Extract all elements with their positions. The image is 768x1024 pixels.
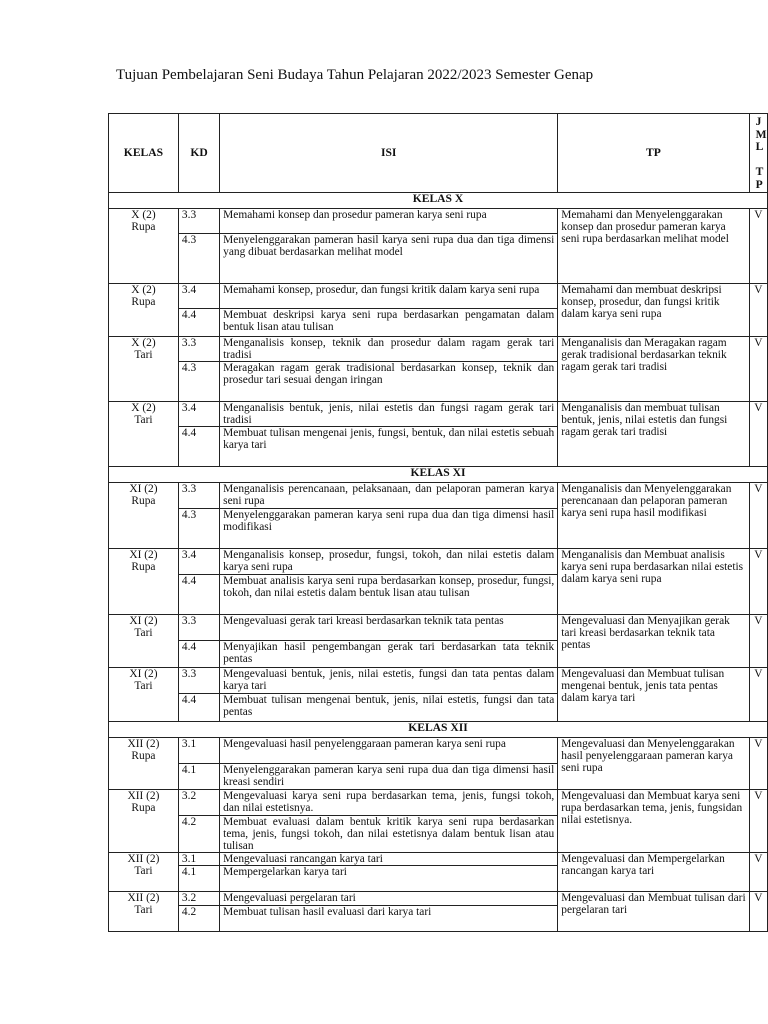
section-label: KELAS XII [109, 722, 768, 738]
kelas-line: Tari [134, 414, 153, 426]
jml-tp-check: V [749, 549, 767, 615]
kelas-line: Tari [134, 627, 153, 639]
table-body [109, 193, 768, 932]
document-title: Tujuan Pembelajaran Seni Budaya Tahun Pelajaran 2022/2023 Semester Genap [116, 67, 594, 83]
kelas-line: X (2) [131, 209, 156, 221]
jml-tp-check: V [749, 668, 767, 722]
isi-cell: Meragakan ragam gerak tradisional berdasarkan konsep, teknik dan prosedur tari sesuai dengan iringan [220, 362, 558, 402]
kelas-cell [109, 483, 179, 549]
jml-tp-check: V [749, 615, 767, 668]
jml-tp-check: V [749, 790, 767, 853]
kd-cell: 3.4 [178, 549, 219, 575]
kd-cell: 3.1 [178, 738, 219, 764]
isi-cell: Menyajikan hasil pengembangan gerak tari berdasarkan tata teknik pentas [220, 641, 558, 668]
kelas-line: XII (2) [127, 790, 160, 802]
kd-cell: 3.2 [178, 892, 219, 906]
tp-cell: Mengevaluasi dan Menyelenggarakan hasil penyelenggaraan pameran karya seni rupa [558, 738, 749, 790]
learning-objectives-table [108, 113, 768, 932]
kelas-line: XI (2) [129, 668, 158, 680]
jml-tp-check: V [749, 853, 767, 892]
kd-cell: 3.3 [178, 209, 219, 234]
header-jml-letter: L [755, 140, 764, 153]
jml-tp-check: V [749, 402, 767, 467]
jml-tp-check: V [749, 892, 767, 932]
table-row [109, 549, 768, 575]
isi-cell: Membuat tulisan mengenai bentuk, jenis, nilai estetis, fungsi dan tata pentas [220, 694, 558, 722]
kd-cell: 4.1 [178, 764, 219, 790]
tp-cell: Menganalisis dan membuat tulisan bentuk, jenis, nilai estetis dan fungsi ragam gerak tari tradisi [558, 402, 749, 467]
kelas-line: X (2) [131, 402, 156, 414]
kd-cell: 4.3 [178, 234, 219, 284]
kelas-line: XI (2) [129, 615, 158, 627]
isi-cell: Membuat tulisan hasil evaluasi dari karya tari [220, 906, 558, 932]
header-row [109, 114, 768, 193]
header-jml-tp [749, 114, 767, 193]
kelas-line: XI (2) [129, 483, 158, 495]
header-isi: ISI [220, 114, 558, 193]
kelas-cell [109, 668, 179, 722]
kelas-line: XI (2) [129, 549, 158, 561]
header-jml-letter: T [755, 165, 764, 178]
kelas-cell [109, 892, 179, 932]
kd-cell: 4.4 [178, 575, 219, 615]
tp-cell: Mengevaluasi dan Membuat karya seni rupa berdasarkan tema, jenis, fungsidan nilai estetisnya. [558, 790, 749, 853]
kd-cell: 4.2 [178, 816, 219, 853]
kelas-line: Rupa [131, 495, 156, 507]
tp-cell: Memahami dan membuat deskripsi konsep, prosedur, dan fungsi kritik dalam karya seni rupa [558, 284, 749, 337]
kelas-line: Tari [134, 904, 153, 916]
table-row [109, 892, 768, 906]
table-row [109, 853, 768, 866]
jml-tp-check: V [749, 337, 767, 402]
isi-cell: Mempergelarkan karya tari [220, 866, 558, 892]
isi-cell: Menganalisis perencanaan, pelaksanaan, dan pelaporan pameran karya seni rupa [220, 483, 558, 509]
section-row [109, 193, 768, 209]
isi-cell: Membuat tulisan mengenai jenis, fungsi, bentuk, dan nilai estetis sebuah karya tari [220, 427, 558, 467]
section-label: KELAS XI [109, 467, 768, 483]
kd-cell: 3.3 [178, 337, 219, 362]
tp-cell: Menganalisis dan Menyelenggarakan perencanaan dan pelaporan pameran karya seni rupa hasil modifikasi [558, 483, 749, 549]
isi-cell: Menganalisis bentuk, jenis, nilai estetis dan fungsi ragam gerak tari tradisi [220, 402, 558, 427]
isi-cell: Memahami konsep, prosedur, dan fungsi kritik dalam karya seni rupa [220, 284, 558, 309]
section-label: KELAS X [109, 193, 768, 209]
isi-cell: Menganalisis konsep, teknik dan prosedur dalam ragam gerak tari tradisi [220, 337, 558, 362]
isi-cell: Membuat evaluasi dalam bentuk kritik karya seni rupa berdasarkan tema, jenis, fungsi tokoh, dan nilai estetisnya dalam bentuk lisan atau tulisan [220, 816, 558, 853]
header-kelas: KELAS [109, 114, 179, 193]
kd-cell: 4.4 [178, 694, 219, 722]
tp-cell: Menganalisis dan Membuat analisis karya seni rupa berdasarkan nilai estetis dalam karya seni rupa [558, 549, 749, 615]
kd-cell: 4.3 [178, 509, 219, 549]
kd-cell: 3.4 [178, 402, 219, 427]
kd-cell: 3.2 [178, 790, 219, 816]
kd-cell: 4.4 [178, 309, 219, 337]
kd-cell: 3.4 [178, 284, 219, 309]
kd-cell: 4.4 [178, 427, 219, 467]
isi-cell: Menyelenggarakan pameran karya seni rupa dua dan tiga dimensi hasil kreasi sendiri [220, 764, 558, 790]
kd-cell: 3.1 [178, 853, 219, 866]
kelas-line: X (2) [131, 337, 156, 349]
header-jml-letter: M [755, 127, 767, 141]
header-jml-letter: P [755, 177, 763, 191]
kelas-line: Rupa [131, 221, 156, 233]
tp-cell: Menganalisis dan Meragakan ragam gerak tradisional berdasarkan teknik ragam gerak tari tradisi [558, 337, 749, 402]
jml-tp-check: V [749, 209, 767, 284]
header-kd: KD [178, 114, 219, 193]
kelas-line: XII (2) [127, 892, 160, 904]
isi-cell: Membuat analisis karya seni rupa berdasarkan konsep, prosedur, fungsi, tokoh, dan nilai estetis dalam bentuk lisan atau tulisan [220, 575, 558, 615]
table-row [109, 284, 768, 309]
isi-cell: Memahami konsep dan prosedur pameran karya seni rupa [220, 209, 558, 234]
isi-cell: Mengevaluasi rancangan karya tari [220, 853, 558, 866]
tp-cell: Mengevaluasi dan Membuat tulisan dari pergelaran tari [558, 892, 749, 932]
section-row [109, 467, 768, 483]
kelas-line: Rupa [131, 750, 156, 762]
tp-cell: Mengevaluasi dan Mempergelarkan rancangan karya tari [558, 853, 749, 892]
kd-cell: 4.3 [178, 362, 219, 402]
kelas-line: Rupa [131, 561, 156, 573]
table-row [109, 615, 768, 641]
isi-cell: Mengevaluasi bentuk, jenis, nilai estetis, fungsi dan tata pentas dalam karya tari [220, 668, 558, 694]
kelas-line: Rupa [131, 802, 156, 814]
table-row [109, 209, 768, 234]
tp-cell: Memahami dan Menyelenggarakan konsep dan prosedur pameran karya seni rupa berdasarkan melihat model [558, 209, 749, 284]
kelas-cell [109, 790, 179, 853]
jml-tp-check: V [749, 284, 767, 337]
table-row [109, 790, 768, 816]
header-tp: TP [558, 114, 749, 193]
table-row [109, 402, 768, 427]
kelas-cell [109, 549, 179, 615]
kelas-line: Rupa [131, 296, 156, 308]
kelas-line: Tari [134, 680, 153, 692]
kelas-cell [109, 402, 179, 467]
isi-cell: Mengevaluasi gerak tari kreasi berdasarkan teknik tata pentas [220, 615, 558, 641]
isi-cell: Menganalisis konsep, prosedur, fungsi, tokoh, dan nilai estetis dalam karya seni rupa [220, 549, 558, 575]
kd-cell: 4.4 [178, 641, 219, 668]
isi-cell: Menyelenggarakan pameran karya seni rupa dua dan tiga dimensi hasil modifikasi [220, 509, 558, 549]
kelas-cell [109, 209, 179, 284]
isi-cell: Mengevaluasi hasil penyelenggaraan pameran karya seni rupa [220, 738, 558, 764]
section-row [109, 722, 768, 738]
isi-cell: Membuat deskripsi karya seni rupa berdasarkan pengamatan dalam bentuk lisan atau tulisan [220, 309, 558, 337]
kd-cell: 3.3 [178, 615, 219, 641]
kd-cell: 3.3 [178, 483, 219, 509]
kelas-cell [109, 615, 179, 668]
kd-cell: 4.1 [178, 866, 219, 892]
table-row [109, 483, 768, 509]
kelas-line: Tari [134, 865, 153, 877]
isi-cell: Mengevaluasi pergelaran tari [220, 892, 558, 906]
kelas-line: X (2) [131, 284, 156, 296]
tp-cell: Mengevaluasi dan Membuat tulisan mengenai bentuk, jenis tata pentas dalam karya tari [558, 668, 749, 722]
kd-cell: 4.2 [178, 906, 219, 932]
jml-tp-check: V [749, 738, 767, 790]
kelas-cell [109, 738, 179, 790]
kelas-line: Tari [134, 349, 153, 361]
isi-cell: Menyelenggarakan pameran hasil karya seni rupa dua dan tiga dimensi yang dibuat berdasarkan melihat model [220, 234, 558, 284]
jml-tp-check: V [749, 483, 767, 549]
table-row [109, 668, 768, 694]
kelas-cell [109, 853, 179, 892]
kelas-cell [109, 284, 179, 337]
header-jml-letter: J [755, 115, 762, 128]
isi-cell: Mengevaluasi karya seni rupa berdasarkan tema, jenis, fungsi tokoh, dan nilai estetisnya. [220, 790, 558, 816]
tp-cell: Mengevaluasi dan Menyajikan gerak tari kreasi berdasarkan teknik tata pentas [558, 615, 749, 668]
table-row [109, 337, 768, 362]
kelas-line: XII (2) [127, 853, 160, 865]
kelas-line: XII (2) [127, 738, 160, 750]
table-row [109, 738, 768, 764]
kd-cell: 3.3 [178, 668, 219, 694]
kelas-cell [109, 337, 179, 402]
